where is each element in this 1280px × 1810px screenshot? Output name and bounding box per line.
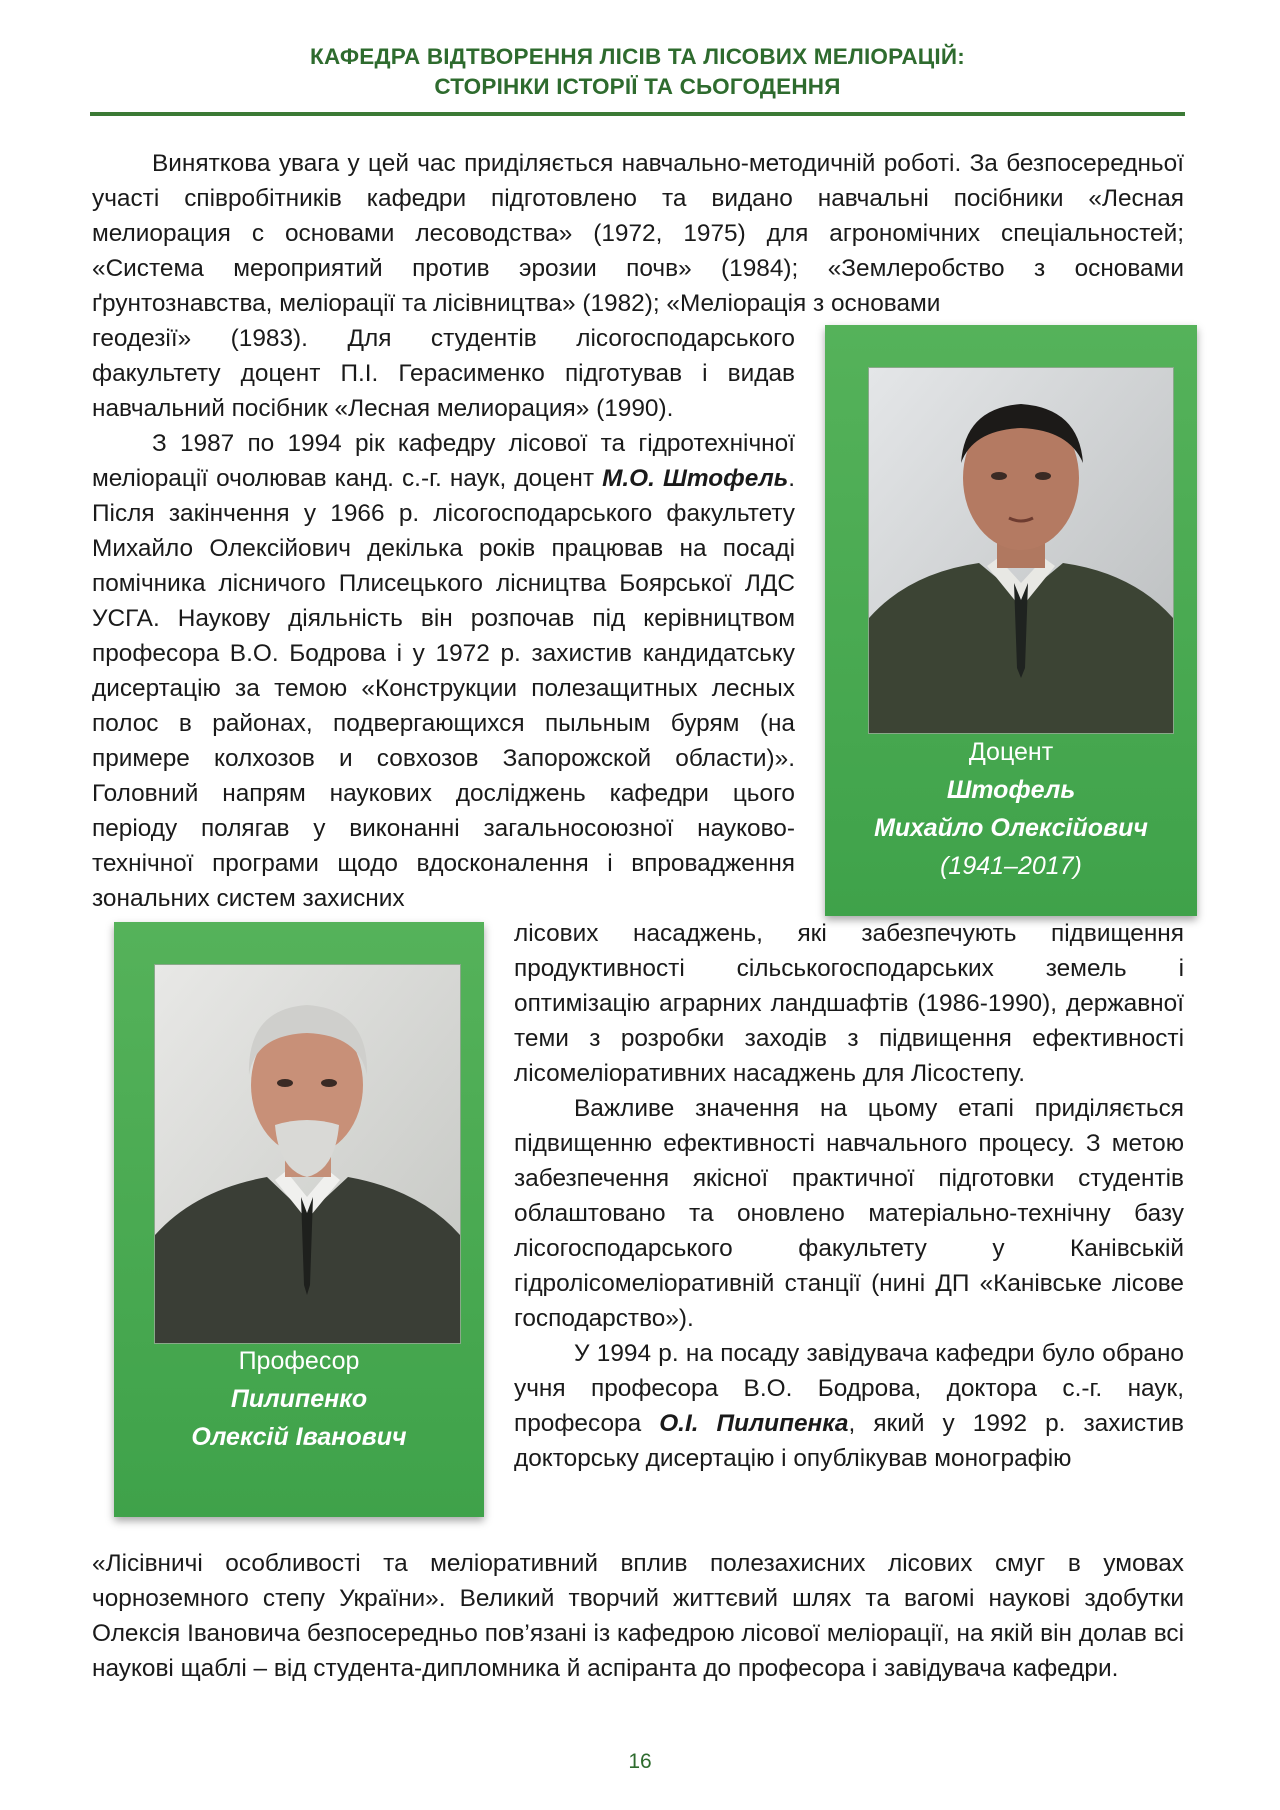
caption-title: Професор xyxy=(238,1347,360,1375)
caption-surname: Пилипенко xyxy=(230,1385,368,1413)
portrait-photo-shtofel xyxy=(868,367,1174,734)
caption-surname: Штофель xyxy=(946,776,1076,804)
text-column-left xyxy=(92,321,795,916)
paragraph-4-continued: «Лісівничі особливості та меліоративний вплив полезахисних лісових смуг в умовах чорноземного степу України». Великий творчий життєвий шлях та вагомі наукові здобутки Олексія Івановича безпосередньо пов’язані із кафедрою лісової меліорації, на якій він долав всі наукові щаблі – від студента-дипломника й аспіранта до професора і завідувача кафедри. xyxy=(92,1550,1184,1682)
page-header xyxy=(90,42,1185,102)
paragraph-4-bottom xyxy=(92,1546,1184,1686)
paragraph-3: Важливе значення на цьому етапі приділяється підвищенню ефективності навчального процесу. З метою забезпечення якісної практичної підготовки студентів облаштовано та оновлено матеріально-технічну базу лісогосподарського факультету у Канівській гідролісомеліоративній станції (нині ДП «Канівське лісове господарство»). xyxy=(514,1095,1184,1332)
person-name-pylypenko: О.І. Пилипенка xyxy=(659,1410,849,1437)
paragraph-4-intro: У 1994 р. на посаду завідувача кафедри було обрано учня професора В.О. Бодрова, доктора с.-г. наук, професора xyxy=(514,1340,1184,1437)
paragraph-4 xyxy=(514,1336,1184,1476)
portrait-card-pylypenko xyxy=(114,922,484,1517)
caption-given-names: Михайло Олексійович xyxy=(874,814,1148,842)
portrait-caption-pylypenko xyxy=(114,1342,484,1456)
portrait-photo-pylypenko xyxy=(154,964,461,1344)
header-divider xyxy=(90,112,1185,116)
paragraph-1-continued: геодезії» (1983). Для студентів лісогосподарського факультету доцент П.І. Герасименко підготував і видав навчальний посібник «Лесная мелиорация» (1990). xyxy=(92,325,795,422)
person-name-shtofel: М.О. Штофель xyxy=(602,465,789,492)
paragraph-2 xyxy=(92,426,795,916)
paragraph-2-body: . Після закінчення у 1966 р. лісогосподарського факультету Михайло Олексійович декілька років працював на посаді помічника лісничого Плисецького лісництва Боярської ЛДС УСГА. Наукову діяльність він розпочав під керівництвом професора В.О. Бодрова і у 1972 р. захистив кандидатську дисертацію за темою «Конструкции полезащитных лесных полос в районах, подвергающихся пыльным бурям (на примере колхозов и совхозов Запорожской области)». Головний напрям наукових досліджень кафедри цього періоду полягав у виконанні загальносоюзної науково-технічної програми щодо вдосконалення і впровадження зональних систем захисних xyxy=(92,465,796,912)
header-line-1: КАФЕДРА ВІДТВОРЕННЯ ЛІСІВ ТА ЛІСОВИХ МЕЛІОРАЦІЙ: xyxy=(310,44,965,69)
portrait-card-shtofel xyxy=(825,325,1197,916)
page-number: 16 xyxy=(628,1750,652,1773)
portrait-caption-shtofel xyxy=(825,733,1197,885)
paragraph-2-continued: лісових насаджень, які забезпечують підвищення продуктивності сільськогосподарських земель і оптимізацію аграрних ландшафтів (1986-1990), державної теми з розробки заходів з підвищення ефективності лісомеліоративних насаджень для Лісостепу. xyxy=(514,920,1184,1087)
paragraph-text: Виняткова увага у цей час приділяється навчально-методичній роботі. За безпосередньої участі співробітників кафедри підготовлено та видано навчальні посібники «Лесная мелиорация с основами лесоводства» (1972, 1975) для агрономічних спеціальностей; «Система мероприятий против эрозии почв» (1984); «Землеробство з основами ґрунтознавства, меліорації та лісівництва» (1982); «Меліорація з основами xyxy=(92,150,1184,317)
paragraph-1-top xyxy=(92,146,1184,321)
text-column-right xyxy=(514,916,1184,1476)
paragraph-2-intro: З 1987 по 1994 рік кафедру лісової та гідротехнічної меліорації очолював канд. с.-г. наук, доцент xyxy=(92,430,795,492)
caption-title: Доцент xyxy=(968,738,1054,766)
caption-given-names: Олексій Іванович xyxy=(191,1423,407,1451)
caption-years: (1941–2017) xyxy=(940,852,1082,880)
header-line-2: СТОРІНКИ ІСТОРІЇ ТА СЬОГОДЕННЯ xyxy=(434,74,841,99)
paragraph-4-body: , який у 1992 р. захистив докторську дисертацію і опублікував монографію xyxy=(514,1410,1184,1472)
